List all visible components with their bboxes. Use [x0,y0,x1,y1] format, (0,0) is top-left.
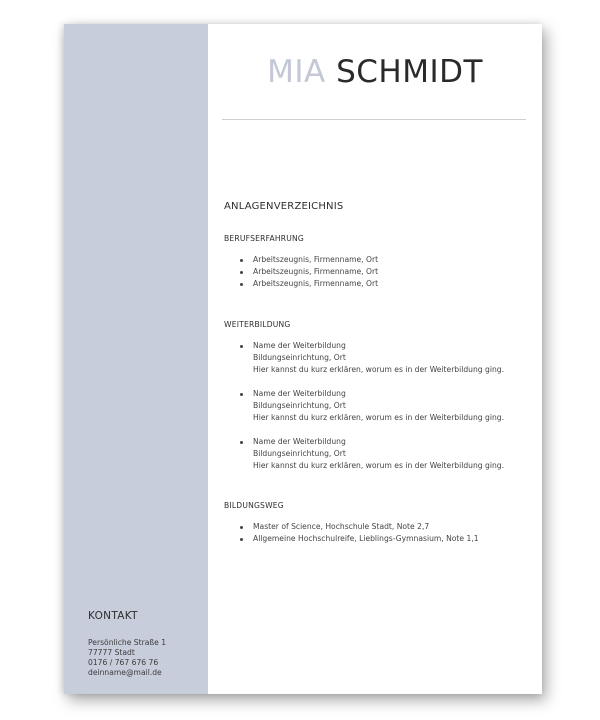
course-institution: Bildungseinrichtung, Ort [253,353,346,362]
contact-phone: 0176 / 767 676 76 [88,658,159,667]
course-institution: Bildungseinrichtung, Ort [253,449,346,458]
section-heading: WEITERBILDUNG [224,320,291,329]
list-item: Allgemeine Hochschulreife, Lieblings-Gymnasium, Note 1,1 [253,533,534,545]
header-divider [222,119,526,120]
contact-city: 77777 Stadt [88,648,135,657]
first-name: MIA [267,54,326,90]
list-item [253,340,534,376]
section-heading: BERUFSERFAHRUNG [224,234,304,243]
contact-street: Persönliche Straße 1 [88,638,167,647]
contact-block [88,610,203,678]
list-item: Master of Science, Hochschule Stadt, Note 2,7 [253,521,534,533]
list-item [253,436,534,472]
berufserfahrung-list [253,254,534,290]
sidebar [64,24,208,694]
list-item: Arbeitszeugnis, Firmenname, Ort [253,254,534,266]
list-item: Arbeitszeugnis, Firmenname, Ort [253,278,534,290]
document-title: ANLAGENVERZEICHNIS [224,201,344,212]
course-institution: Bildungseinrichtung, Ort [253,401,346,410]
list-item: Arbeitszeugnis, Firmenname, Ort [253,266,534,278]
course-title: Name der Weiterbildung [253,341,346,350]
course-description: Hier kannst du kurz erklären, worum es in der Weiterbildung ging. [253,413,505,422]
resume-page [64,24,542,694]
weiterbildung-list [253,340,534,472]
contact-heading: KONTAKT [88,610,138,622]
section-heading: BILDUNGSWEG [224,501,284,510]
course-title: Name der Weiterbildung [253,389,346,398]
section-bildungsweg [224,501,534,545]
contact-email: deinname@mail.de [88,668,162,677]
section-berufserfahrung [224,234,534,290]
person-name [208,54,542,90]
bildungsweg-list [253,521,534,545]
course-title: Name der Weiterbildung [253,437,346,446]
course-description: Hier kannst du kurz erklären, worum es in der Weiterbildung ging. [253,365,505,374]
course-description: Hier kannst du kurz erklären, worum es in der Weiterbildung ging. [253,461,505,470]
list-item [253,388,534,424]
last-name: SCHMIDT [336,54,483,90]
section-weiterbildung [224,320,534,472]
main-content [224,201,534,545]
